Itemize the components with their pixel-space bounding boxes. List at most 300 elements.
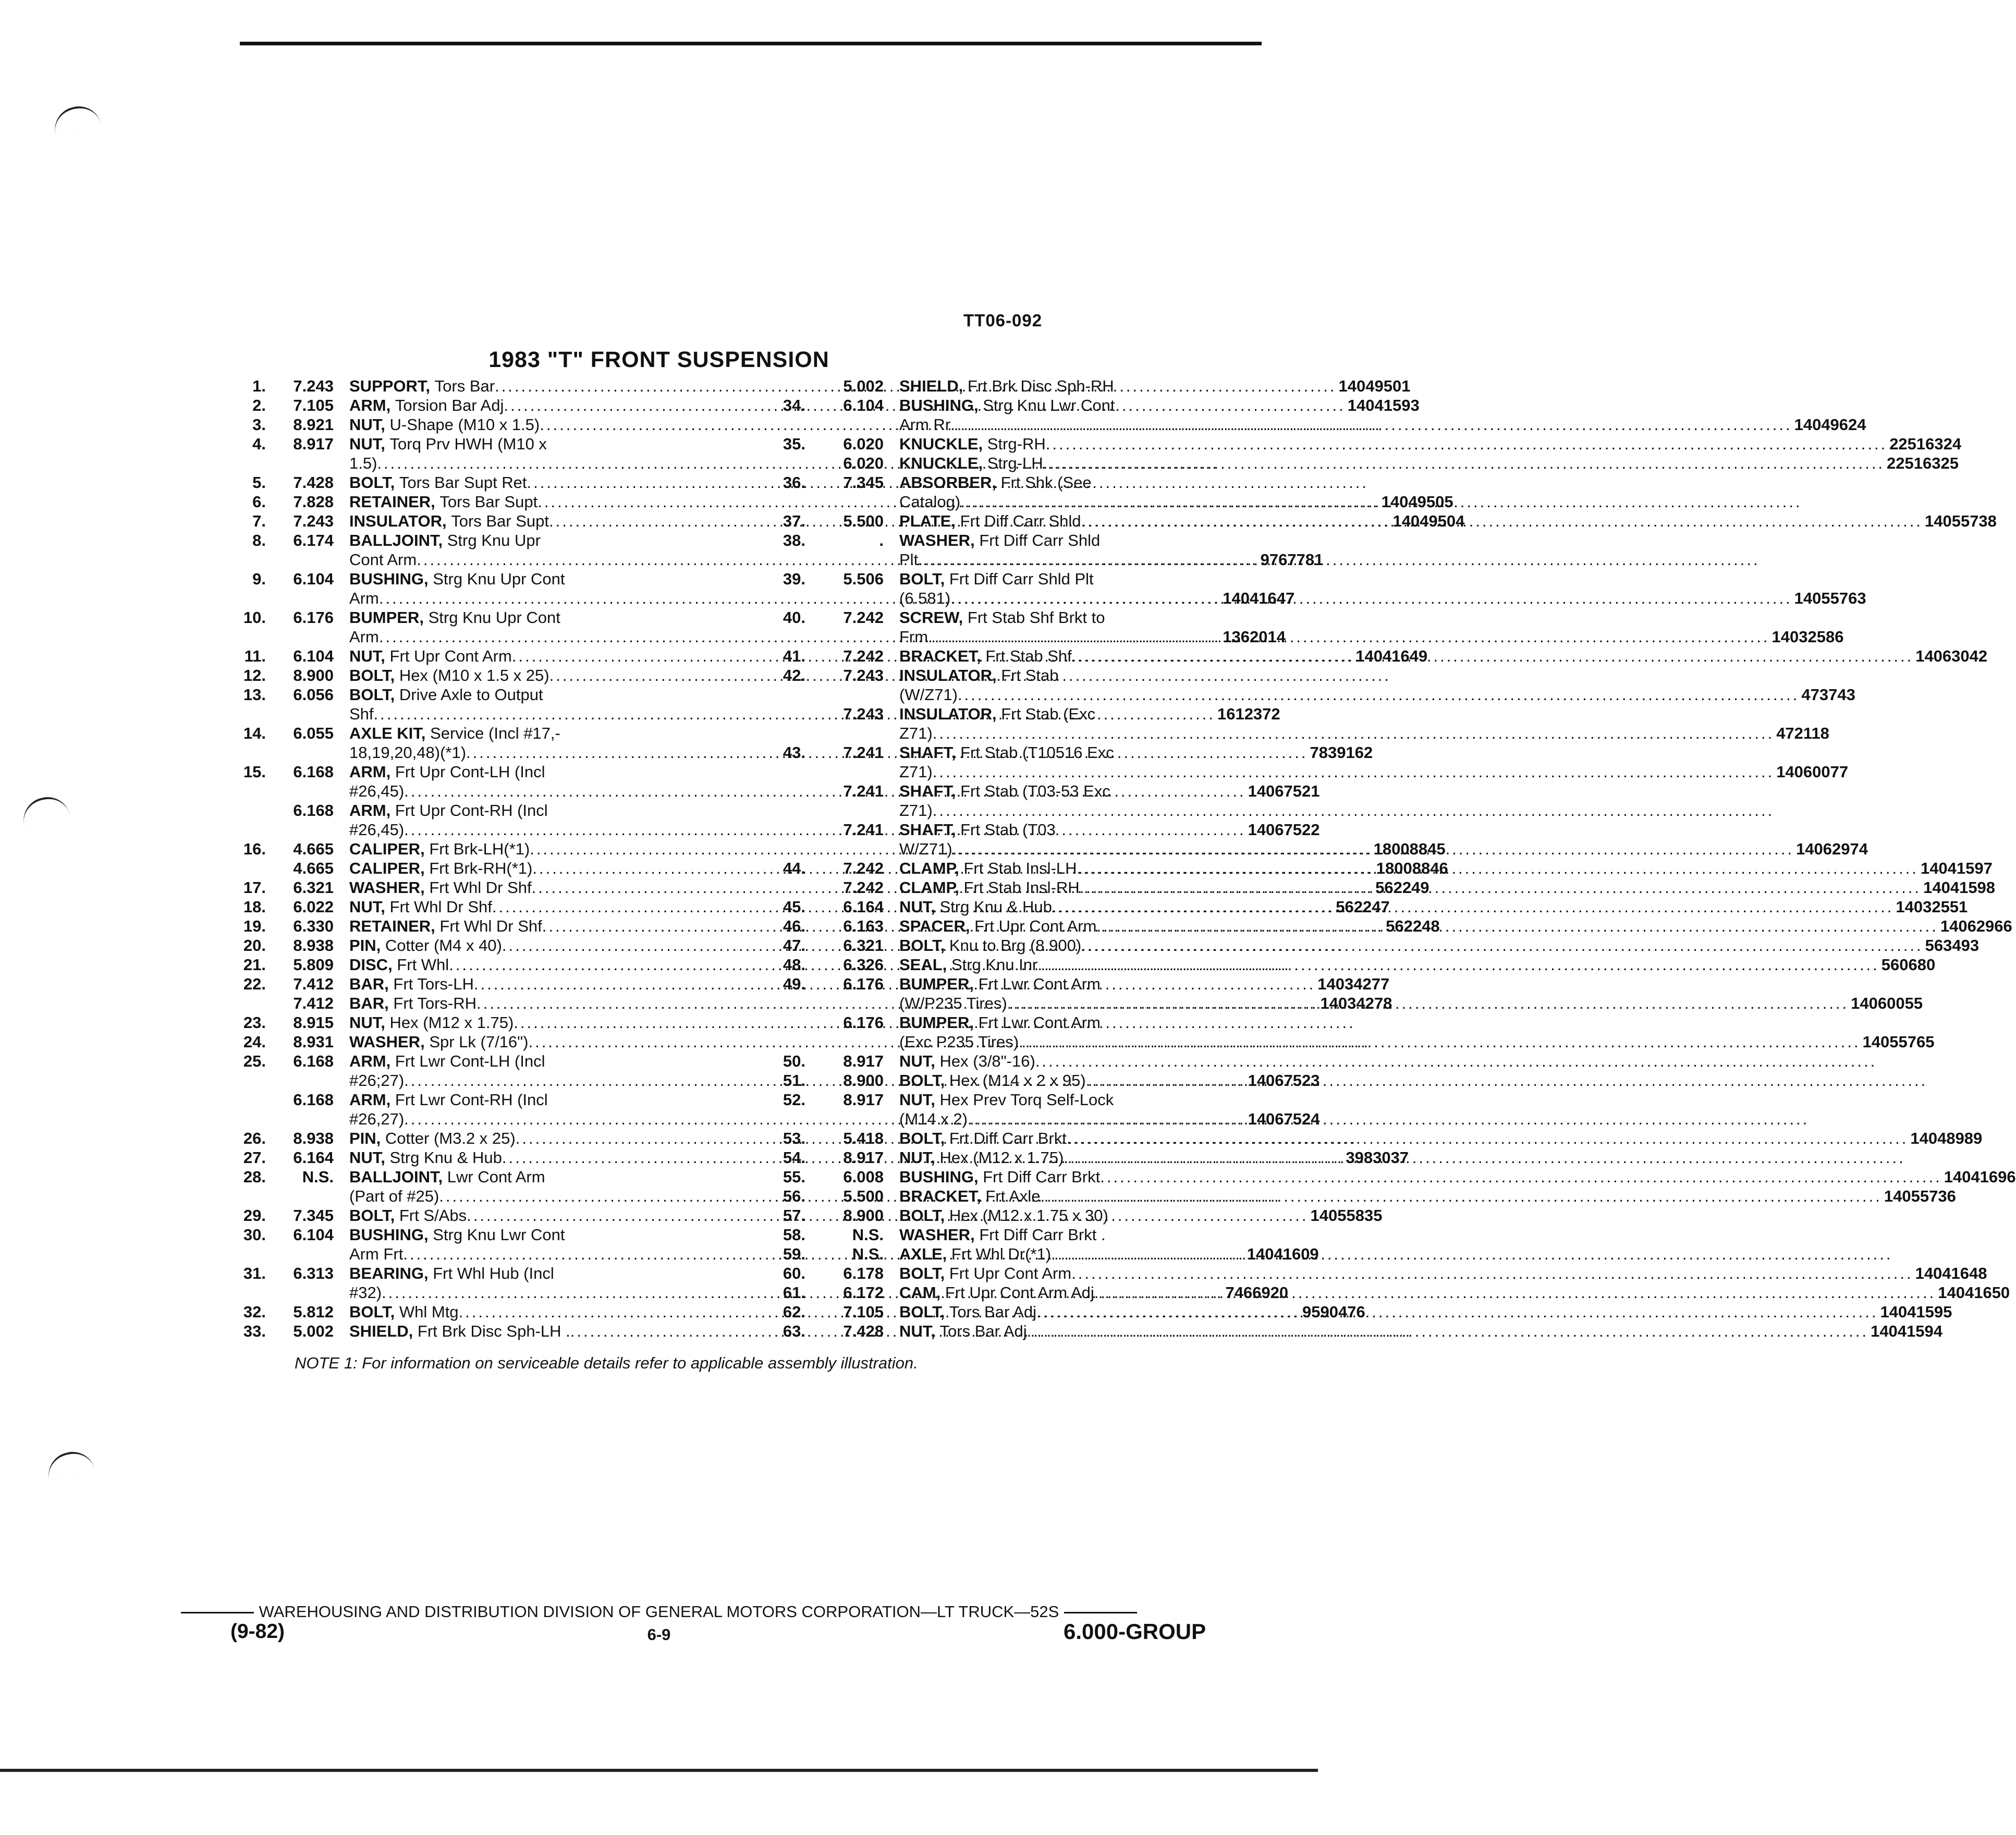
part-detail: Frt Diff Carr Brkt (983, 1168, 1101, 1186)
parts-list-item (753, 569, 1866, 608)
part-number: 14048989 (1910, 1129, 1983, 1147)
leader-dots (1027, 1322, 1868, 1341)
leader-dots (1077, 859, 1919, 878)
part-number: 563493 (1925, 936, 1980, 955)
part-name: KNUCKLE, (899, 435, 983, 453)
part-detail: Frt Whl Dr Shf (389, 898, 492, 916)
item-number: 33. (243, 1322, 266, 1340)
part-description (884, 646, 1987, 666)
group-number: 6.020 (843, 454, 884, 472)
group-number: 7.241 (843, 743, 884, 762)
parts-list-item (753, 1206, 1264, 1225)
part-detail: Hex (M12 x 1.75 x 30) (949, 1206, 1108, 1225)
description-line (899, 1186, 1956, 1206)
bottom-rule (0, 1769, 1318, 1772)
part-number: 14049501 (1338, 377, 1411, 395)
group-number: N.S. (852, 1226, 884, 1244)
part-name: SUPPORT, (349, 377, 431, 395)
leader-dots (968, 1109, 1809, 1129)
part-detail: Frt Tors-LH (393, 975, 474, 993)
part-detail: Tors Bar Supt (451, 512, 549, 530)
part-detail: Frt Brk Disc Sph-RH (967, 377, 1114, 395)
leader-dots (1094, 1283, 1936, 1302)
group-number: 6.055 (293, 724, 334, 742)
parts-list-item (753, 1167, 2016, 1186)
part-description (884, 974, 1923, 1013)
part-description (884, 376, 1264, 396)
part-name: SHAFT, (899, 743, 956, 762)
description-line (899, 511, 1997, 531)
parts-list-item (222, 434, 764, 473)
group-number: 6.313 (293, 1264, 334, 1282)
part-number: 14041647 (1223, 589, 1295, 607)
part-number: 562248 (1386, 917, 1440, 935)
part-number: 562249 (1375, 878, 1429, 897)
item-number: 37. (783, 512, 805, 530)
group-number: N.S. (302, 1168, 334, 1186)
part-name: ARM, (349, 1052, 391, 1070)
parts-list-item (753, 704, 1829, 743)
part-number: 14034277 (1317, 975, 1390, 993)
item-number: 7. (252, 512, 266, 530)
group-number: 6.174 (293, 531, 334, 549)
part-detail-continued: (Part of #25) (349, 1187, 439, 1205)
part-detail: Frt Stab (T10516 Exc (960, 743, 1114, 762)
part-detail: Hex (3/8"-16) (939, 1052, 1035, 1070)
part-name: INSULATOR, (899, 666, 997, 684)
part-detail-continued: Shf (349, 705, 374, 723)
description-line (899, 376, 1264, 396)
description-line (899, 859, 1993, 878)
part-number: 9590476 (1302, 1303, 1365, 1321)
leader-dots (950, 415, 1792, 434)
leader-dots (950, 589, 1792, 608)
part-detail: Tors Bar Adj (939, 1322, 1027, 1340)
description-line (899, 1302, 1952, 1322)
item-number: 52. (783, 1091, 805, 1109)
item-number: 54. (783, 1148, 805, 1167)
part-name: SEAL, (899, 956, 947, 974)
part-detail-continued: Frm (899, 628, 928, 646)
part-description (884, 1206, 1264, 1225)
part-number: 14041649 (1355, 647, 1428, 665)
part-name: NUT, (349, 1148, 385, 1167)
part-number: 14049504 (1392, 512, 1465, 530)
part-detail: Frt Stab (Exc (1001, 705, 1096, 723)
parts-list-item (753, 531, 1264, 569)
description-line (899, 1148, 1908, 1167)
part-number: 473743 (1801, 686, 1855, 704)
group-number: 6.176 (293, 608, 334, 627)
group-number: 6.104 (293, 570, 334, 588)
part-detail: Strg Knu Upr Cont (433, 570, 565, 588)
item-number: 57. (783, 1206, 805, 1225)
part-detail: Frt Diff Carr Shld (979, 531, 1101, 549)
leader-dots (928, 627, 1769, 646)
part-detail-continued: (W/P235 Tires) (899, 994, 1007, 1012)
parts-list-item (753, 955, 1936, 974)
part-number: 14049505 (1381, 493, 1453, 511)
part-name: NUT, (899, 1322, 935, 1340)
item-number: 41. (783, 647, 805, 665)
part-detail: Strg Knu Inr (951, 956, 1038, 974)
item-number: 17. (243, 878, 266, 897)
part-description (884, 396, 1866, 434)
part-detail: Frt Stab Shf (985, 647, 1072, 665)
part-detail-continued: Catalog) (899, 493, 961, 511)
part-number: 14041597 (1920, 859, 1993, 877)
part-name: KNUCKLE, (899, 454, 983, 472)
part-detail: Frt Upr Cont-RH (Incl (395, 801, 548, 819)
group-number: 7.428 (843, 1322, 884, 1340)
part-name: BOLT, (899, 1206, 945, 1225)
group-number: 5.500 (843, 1187, 884, 1205)
description-line (899, 820, 1868, 839)
item-number: 55. (783, 1168, 805, 1186)
leader-dots (1067, 1129, 1908, 1148)
part-number: 14032551 (1896, 898, 1968, 916)
parts-list-item (753, 1244, 1264, 1264)
part-description (884, 1244, 1895, 1264)
parts-list-item (222, 1032, 764, 1051)
leader-dots (1081, 936, 1923, 955)
group-number: 6.176 (843, 975, 884, 993)
description-line (899, 1322, 1942, 1341)
item-number: 61. (783, 1283, 805, 1302)
part-name: AXLE, (899, 1245, 947, 1263)
part-detail: Frt Stab Insl-LH (963, 859, 1077, 877)
part-name: BOLT, (899, 1264, 945, 1282)
item-number (222, 994, 266, 1013)
part-description (884, 1129, 1982, 1148)
description-line (899, 1167, 2016, 1186)
description-line (899, 878, 1995, 897)
item-number: 45. (783, 898, 805, 916)
document-id: TT06-092 (963, 311, 1043, 330)
part-detail: Frt Whl Dr Shf (439, 917, 542, 935)
part-name: BUSHING, (349, 570, 429, 588)
part-number: 14055736 (1884, 1187, 1956, 1205)
part-detail: Frt Upr Cont Arm (974, 917, 1097, 935)
item-number: 9. (252, 570, 266, 588)
group-number: . (879, 531, 884, 549)
part-detail: Spr Lk (7/16") (429, 1033, 529, 1051)
description-line (899, 724, 1829, 743)
part-name: CAM, (899, 1283, 941, 1302)
part-name: CLAMP, (899, 859, 959, 877)
leader-dots (1100, 1167, 1941, 1186)
item-number: 11. (244, 647, 266, 665)
part-detail: Frt Shk (See (1000, 473, 1092, 492)
part-number: 14049624 (1794, 415, 1866, 434)
item-number: 49. (783, 975, 805, 993)
part-detail: Hex (M12 x 1.75) (939, 1148, 1064, 1167)
part-detail: U-Shape (M10 x 1.5) (389, 415, 540, 434)
part-name: ARM, (349, 1091, 391, 1109)
leader-dots (918, 550, 1760, 569)
part-detail: Hex (M12 x 1.75) (389, 1013, 514, 1032)
group-number: 6.168 (293, 763, 334, 781)
part-number: 14067523 (1248, 1071, 1320, 1090)
part-number (1877, 1051, 1879, 1071)
top-rule (240, 42, 1262, 45)
description-line (899, 955, 1935, 974)
parts-list-item (222, 666, 764, 685)
item-number: 4. (252, 435, 266, 453)
item-number: 48. (783, 956, 805, 974)
item-number: 62. (783, 1303, 805, 1321)
group-number: 6.104 (293, 647, 334, 665)
item-number: 8. (252, 531, 266, 549)
description-line (899, 627, 1843, 646)
parts-list-item (753, 376, 1264, 396)
part-detail: Frt Stab Insl-RH (963, 878, 1080, 897)
item-number: 10. (243, 608, 266, 627)
description-line (899, 473, 1804, 492)
part-detail-continued: Cont Arm (349, 550, 417, 569)
part-name: BAR, (349, 994, 389, 1012)
leader-dots (1019, 1032, 1860, 1051)
group-number: 7.105 (293, 396, 334, 414)
part-detail: Frt Tors-RH (393, 994, 476, 1012)
part-description (884, 1167, 2016, 1186)
item-number: 6. (252, 493, 266, 511)
part-name: BOLT, (899, 1129, 945, 1147)
description-line (899, 994, 1923, 1013)
group-number: 6.172 (843, 1283, 884, 1302)
item-number: 19. (243, 917, 266, 935)
part-detail-continued: (6.581) (899, 589, 951, 607)
item-number: 2. (252, 396, 266, 414)
parts-list-item (222, 955, 764, 974)
part-number: 14041594 (1871, 1322, 1943, 1340)
description-line (899, 589, 1866, 608)
group-number: 6.321 (843, 936, 884, 955)
part-name: ARM, (349, 396, 391, 414)
group-number: 7.828 (293, 493, 334, 511)
group-number: 5.418 (843, 1129, 884, 1147)
part-name: BOLT, (349, 686, 395, 704)
group-number: 7.241 (843, 821, 884, 839)
scan-mark (50, 102, 101, 135)
part-detail-continued: Z71) (899, 801, 933, 819)
part-name: SHIELD, (899, 377, 963, 395)
item-number: 32. (243, 1303, 266, 1321)
part-detail: Frt Lwr Cont Arm (978, 1013, 1101, 1032)
part-number: 14041598 (1923, 878, 1996, 897)
part-detail-continued: #26,27) (349, 1110, 405, 1128)
description-line (899, 743, 1848, 762)
item-number: 59. (783, 1245, 805, 1263)
part-name: PLATE, (899, 512, 956, 530)
item-number: 14. (243, 724, 266, 742)
part-detail: Frt Brk-LH(*1) (429, 840, 530, 858)
part-name: CALIPER, (349, 840, 425, 858)
leader-dots (952, 839, 1794, 859)
group-number: 8.917 (843, 1091, 884, 1109)
parts-list-item (753, 454, 1959, 473)
part-detail: Service (Incl #17,- (430, 724, 560, 742)
leader-dots (1064, 1148, 1905, 1167)
description-line (899, 704, 1829, 724)
group-number: 6.163 (843, 917, 884, 935)
part-detail-continued: Plt (899, 550, 919, 569)
leader-dots (933, 801, 1774, 820)
part-name: WASHER, (899, 1226, 975, 1244)
group-number: 6.168 (293, 1091, 334, 1109)
part-detail: Frt Lwr Cont-RH (Incl (395, 1091, 548, 1109)
group-number: 6.008 (843, 1168, 884, 1186)
part-detail: Cotter (M3.2 x 25) (385, 1129, 516, 1147)
group-number: 8.917 (843, 1148, 884, 1167)
parts-list-item (222, 1129, 764, 1148)
part-description (884, 1148, 1908, 1167)
part-name: NUT, (349, 1013, 385, 1032)
parts-list-item (222, 473, 764, 492)
group-number: 6.164 (843, 898, 884, 916)
description-line (899, 936, 1979, 955)
part-number: 14041696 (1944, 1168, 2016, 1186)
part-number: 14034278 (1320, 994, 1392, 1012)
description-line (899, 608, 1843, 627)
footer-dash (181, 1612, 254, 1613)
part-detail: Frt Whl (397, 956, 449, 974)
scan-mark (19, 792, 70, 826)
parts-list-item (753, 936, 1980, 955)
part-description (884, 1090, 1811, 1129)
item-number: 29. (243, 1206, 266, 1225)
part-name: NUT, (899, 898, 935, 916)
part-detail: Frt Diff Carr Brkt (949, 1129, 1067, 1147)
group-number: 6.164 (293, 1148, 334, 1167)
part-description (884, 897, 1968, 916)
group-number: 5.500 (843, 512, 884, 530)
group-number: 6.000-GROUP (1064, 1619, 1206, 1644)
description-line (899, 781, 1776, 801)
item-number (222, 1090, 266, 1129)
group-number: N.S. (852, 1245, 884, 1263)
part-description (884, 878, 1995, 897)
footer-division (0, 1602, 1318, 1621)
leader-dots (1080, 878, 1921, 897)
part-detail-continued: (M14 x 2) (899, 1110, 968, 1128)
part-detail: Tors Bar Adj (949, 1303, 1036, 1321)
parts-list-item (222, 936, 764, 955)
part-number: 472118 (1776, 724, 1829, 742)
part-number: 14060077 (1776, 763, 1849, 781)
part-detail-continued: W/Z71) (899, 840, 952, 858)
group-number: 8.900 (293, 666, 334, 684)
description-line (899, 1013, 1935, 1032)
part-detail-continued: Arm Rr (899, 415, 951, 434)
part-name: BAR, (349, 975, 389, 993)
part-detail: Strg-LH (987, 454, 1043, 472)
item-number: 15. (243, 763, 266, 781)
item-number: 42. (783, 666, 805, 684)
group-number: 8.921 (293, 415, 334, 434)
part-name: INSULATOR, (899, 705, 997, 723)
parts-list-item (222, 1167, 764, 1206)
leader-dots (1043, 454, 1885, 473)
part-description (884, 473, 1804, 511)
item-number: 63. (783, 1322, 805, 1340)
part-detail: Lwr Cont Arm (447, 1168, 545, 1186)
part-detail: Cotter (M4 x 40) (385, 936, 502, 955)
description-line (899, 492, 1804, 511)
part-name: BUMPER, (899, 1013, 974, 1032)
item-number: 36. (783, 473, 805, 492)
group-number: 6.104 (843, 396, 884, 414)
group-number: 6.022 (293, 898, 334, 916)
part-name: BOLT, (349, 666, 395, 684)
description-line (899, 974, 1923, 994)
item-number: 12. (243, 666, 266, 684)
part-name: BRACKET, (899, 647, 981, 665)
part-detail-continued: (W/Z71) (899, 686, 958, 704)
item-number: 35. (783, 435, 805, 453)
scan-mark (44, 1447, 95, 1481)
part-detail: Frt Upr Cont-LH (Incl (395, 763, 545, 781)
description-line (899, 454, 1959, 473)
part-number: 14062974 (1796, 840, 1868, 858)
part-detail: Frt Brk Disc Sph-LH . (417, 1322, 570, 1340)
part-name: BOLT, (899, 936, 945, 955)
part-name: BALLJOINT, (349, 531, 443, 549)
part-name: WASHER, (349, 1033, 425, 1051)
part-number: 14055763 (1794, 589, 1866, 607)
group-number: 7.105 (843, 1303, 884, 1321)
part-detail: Tors Bar Supt Ret (399, 473, 527, 492)
part-detail: Strg Knu Upr (447, 531, 541, 549)
part-detail: Frt Diff Carr Shld Plt (949, 570, 1094, 588)
part-detail-continued: Arm Frt (349, 1245, 404, 1263)
item-number: 24. (243, 1033, 266, 1051)
group-number: 8.915 (293, 1013, 334, 1032)
part-number: 14041595 (1880, 1303, 1952, 1321)
part-name: CALIPER, (349, 859, 425, 877)
parts-list-item (753, 1090, 1264, 1129)
part-name: WASHER, (899, 531, 975, 549)
part-detail: Frt Upr Cont Arm Adj (945, 1283, 1094, 1302)
item-number: 3. (252, 415, 266, 434)
leader-dots (1040, 1186, 1881, 1206)
part-description (884, 1225, 1264, 1244)
leader-dots (1046, 434, 1887, 454)
part-description (884, 1283, 2010, 1302)
part-name: SHIELD, (349, 1322, 413, 1340)
description-line (899, 415, 1866, 434)
part-description (884, 820, 1868, 859)
part-name: BOLT, (349, 1303, 395, 1321)
part-detail-continued: Arm (349, 628, 379, 646)
part-number (1905, 1148, 1908, 1167)
part-name: NUT, (899, 1052, 935, 1070)
leader-dots (958, 685, 1799, 704)
part-description (884, 569, 1866, 608)
group-number: 6.330 (293, 917, 334, 935)
part-name: ARM, (349, 801, 391, 819)
part-number: 3983037 (1346, 1148, 1409, 1167)
part-detail: Tors Bar (434, 377, 495, 395)
part-number: 14041648 (1915, 1264, 1987, 1282)
part-number: 7466920 (1225, 1283, 1289, 1302)
description-line (899, 1109, 1811, 1129)
part-description (884, 1302, 1952, 1322)
part-number (1809, 1109, 1811, 1129)
part-name: PIN, (349, 1129, 381, 1147)
leader-dots (1007, 994, 1849, 1013)
part-detail: Frt Stab (T03 (960, 821, 1056, 839)
